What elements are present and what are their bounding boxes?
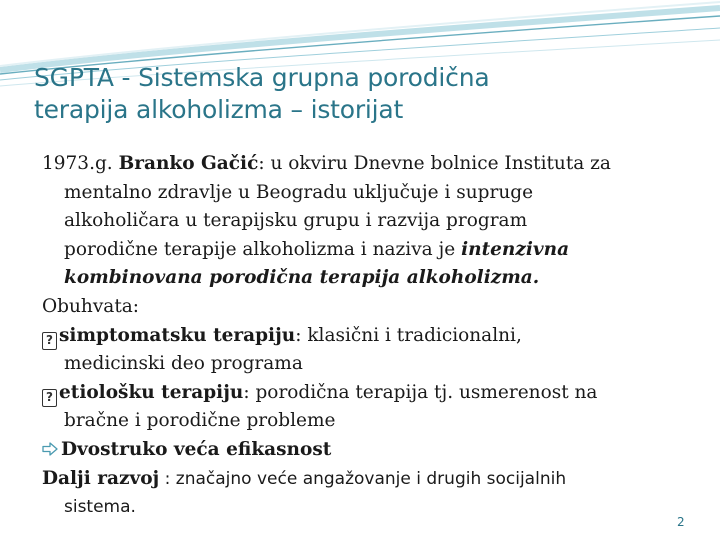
- intro-text-1: : u okviru Dnevne bolnice Instituta za: [258, 153, 611, 174]
- covers-label: Obuhvata:: [42, 295, 140, 317]
- bullet-item-1: [42, 322, 682, 379]
- outline-arrow-right-icon: [42, 442, 58, 456]
- intro-year: 1973.g.: [42, 153, 113, 174]
- bullet-item-2: [42, 379, 682, 436]
- intro-emphasis-1: intenzivna: [461, 238, 570, 260]
- intro-emphasis-2: kombinovana porodična terapija alkoholizma.: [64, 267, 540, 289]
- bullet-1-term: simptomatsku terapiju: [59, 324, 296, 346]
- intro-paragraph: [42, 150, 682, 293]
- bullet-1-continuation: medicinski deo programa: [64, 353, 303, 375]
- missing-glyph-box-icon: ?: [42, 389, 57, 407]
- slide-title: [34, 62, 674, 126]
- further-continuation: sistema.: [64, 497, 136, 518]
- missing-glyph-box-icon: ?: [42, 332, 57, 350]
- further-paragraph: [42, 465, 682, 522]
- page-number: 2: [677, 515, 685, 529]
- slide-body: [42, 150, 682, 522]
- intro-name: Branko Gačić: [118, 153, 259, 174]
- title-line-1: SGPTA - Sistemska grupna porodična: [34, 63, 490, 92]
- intro-text-4: porodične terapije alkoholizma i naziva je: [64, 238, 462, 260]
- bullet-2-text: : porodična terapija tj. usmerenost na: [243, 381, 598, 403]
- further-text: : značajno veće angažovanje i drugih socijalnih: [159, 468, 567, 489]
- arrow-item: [42, 436, 682, 465]
- intro-text-3: alkoholičara u terapijsku grupu i razvija program: [64, 210, 528, 232]
- bullet-2-term: etiološku terapiju: [59, 381, 244, 403]
- title-line-2: terapija alkoholizma – istorijat: [34, 95, 404, 124]
- bullet-1-text: : klasični i tradicionalni,: [295, 324, 522, 346]
- arrow-item-text: Dvostruko veća efikasnost: [61, 438, 332, 460]
- bullet-2-continuation: bračne i porodične probleme: [64, 410, 336, 432]
- further-term: Dalji razvoj: [42, 467, 160, 489]
- intro-text-2: mentalno zdravlje u Beogradu uključuje i supruge: [64, 181, 534, 203]
